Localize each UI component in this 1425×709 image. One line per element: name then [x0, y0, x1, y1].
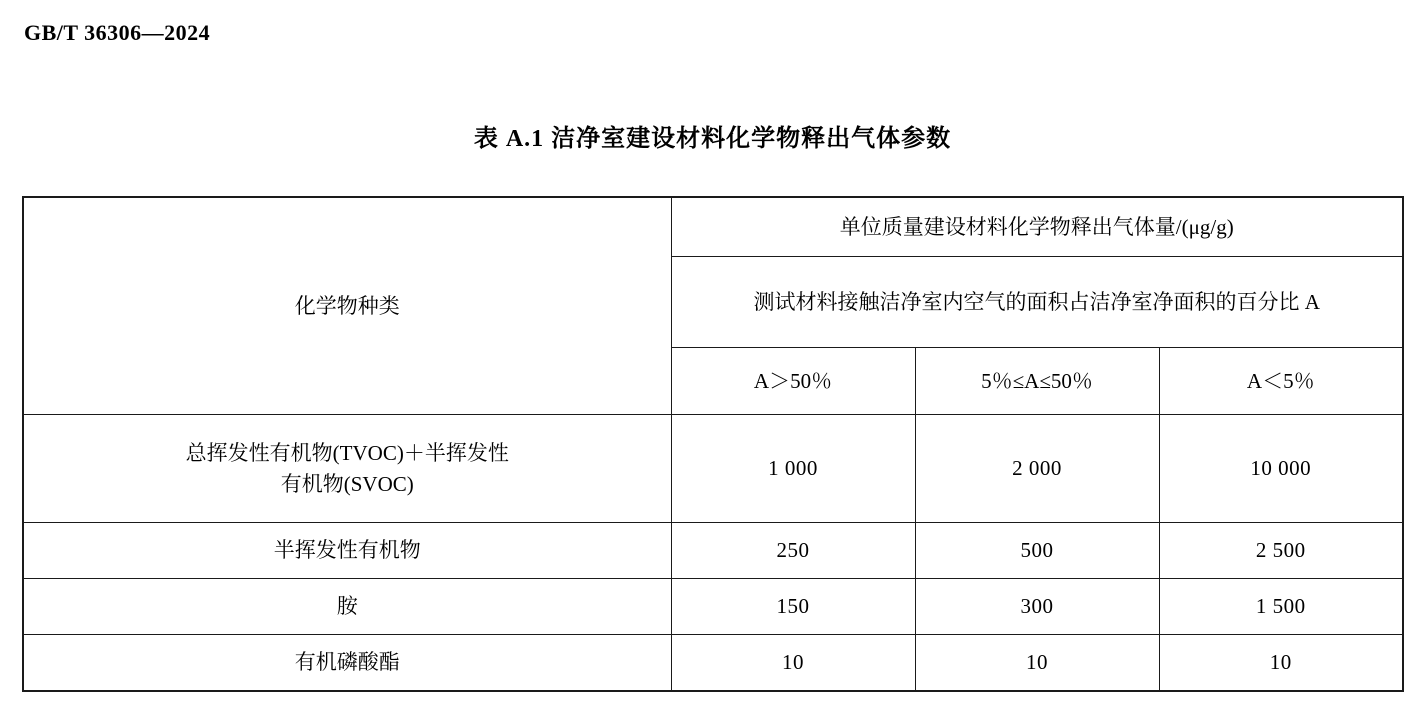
emission-parameters-table	[22, 196, 1404, 692]
header-percent-label: 测试材料接触洁净室内空气的面积占洁净室净面积的百分比 A	[671, 257, 1403, 348]
table-row	[23, 523, 1403, 579]
row-value-1: 150	[671, 579, 915, 635]
table-row	[23, 635, 1403, 691]
row-value-2: 10	[915, 635, 1159, 691]
row-category	[23, 415, 671, 523]
standard-code: GB/T 36306—2024	[24, 20, 211, 45]
row-value-3: 10 000	[1159, 415, 1403, 523]
row-value-3: 10	[1159, 635, 1403, 691]
table-row	[23, 579, 1403, 635]
header-range-3: A＜5％	[1159, 348, 1403, 415]
row-category: 胺	[23, 579, 671, 635]
row-category: 半挥发性有机物	[23, 523, 671, 579]
row-value-3: 1 500	[1159, 579, 1403, 635]
row-value-1: 1 000	[671, 415, 915, 523]
table-row	[23, 415, 1403, 523]
row-category: 有机磷酸酯	[23, 635, 671, 691]
row-value-2: 2 000	[915, 415, 1159, 523]
table-header-row-unit	[23, 197, 1403, 257]
row-category-line2: 有机物(SVOC)	[280, 471, 414, 496]
row-value-3: 2 500	[1159, 523, 1403, 579]
row-value-1: 10	[671, 635, 915, 691]
header-category-label: 化学物种类	[23, 197, 671, 415]
row-value-2: 500	[915, 523, 1159, 579]
header-range-1: A＞50％	[671, 348, 915, 415]
header-range-2: 5％≤A≤50％	[915, 348, 1159, 415]
table-title: 表 A.1 洁净室建设材料化学物释出气体参数	[473, 126, 952, 152]
header-unit-label: 单位质量建设材料化学物释出气体量/(μg/g)	[671, 197, 1403, 257]
row-value-2: 300	[915, 579, 1159, 635]
table-container	[22, 196, 1402, 692]
row-category-line1: 总挥发性有机物(TVOC)＋半挥发性	[185, 441, 509, 466]
row-value-1: 250	[671, 523, 915, 579]
